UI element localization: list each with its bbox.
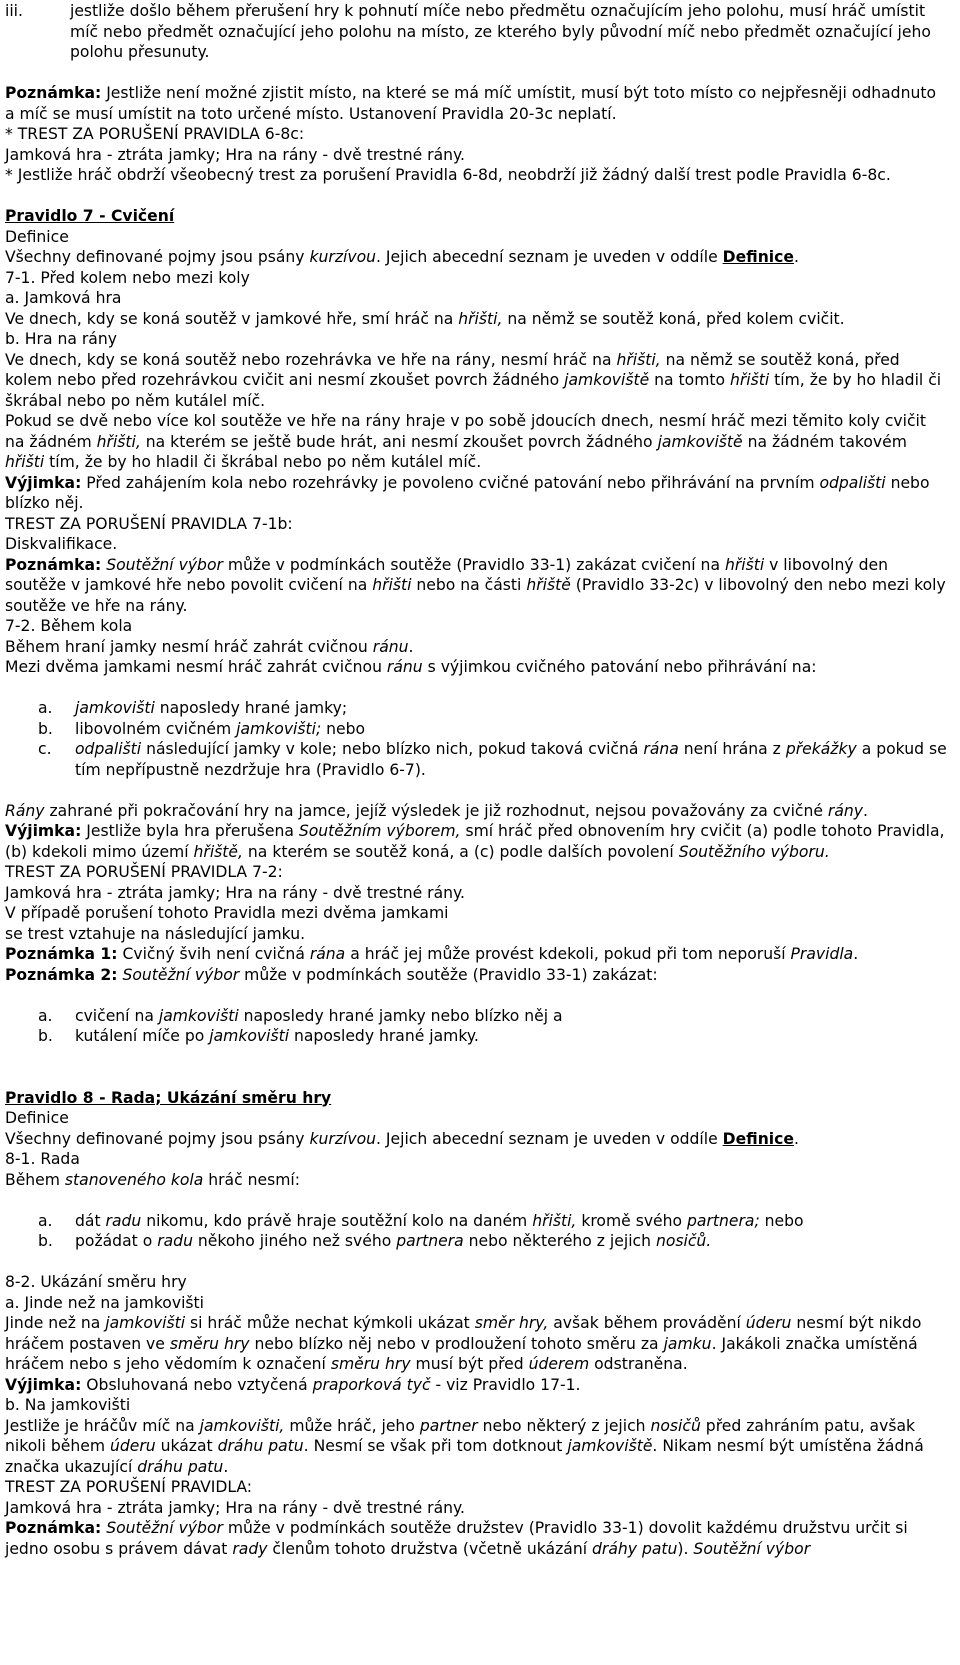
definitions-paragraph: Všechny definované pojmy jsou psány kurzívou. Jejich abecední seznam je uveden v oddíle Definice. <box>5 248 799 266</box>
section-7-2-title: 7-2. Během kola <box>5 617 133 635</box>
subsection-b-title: b. Na jamkovišti <box>5 1396 131 1414</box>
penalty-title: * TREST ZA PORUŠENÍ PRAVIDLA 6-8c: <box>5 125 305 143</box>
note-paragraph: Poznámka: Jestliže není možné zjistit místo, na které se má míč umístit, musí být toto místo co nejpřesněji odhadnuto a míč se musí umístit na toto určené místo. Ustanovení Pravidla 20-3c neplatí. <box>5 84 936 123</box>
list-item-iii <box>5 1 950 63</box>
exception-paragraph: Výjimka: Jestliže byla hra přerušena Soutěžním výborem, smí hráč před obnovením hry cvičit (a) podle tohoto Pravidla, (b) kdekoli mimo území hřiště, na kterém se soutěž koná, a (c) podle dalších povolení Soutěžního výboru. <box>5 822 945 861</box>
note-paragraph: Poznámka: Soutěžní výbor může v podmínkách soutěže družstev (Pravidlo 33-1) dovolit každému družstvu určit si jedno osobu s právem dávat rady členům tohoto družstva (včetně ukázání dráhy patu). Soutěžní výbor <box>5 1519 908 1558</box>
penalty-7-1b-title: TREST ZA PORUŠENÍ PRAVIDLA 7-1b: <box>5 514 293 533</box>
subsection-b-text: Ve dnech, kdy se koná soutěž nebo rozehrávka ve hře na rány, nesmí hráč na hřišti, na němž se soutěž koná, před kolem nebo před rozehrávkou cvičit ani nesmí zkoušet povrch žádného jamkoviště na tomto hřišti tím, že by ho hladil či škrábal nebo po něm kutálel míč. <box>5 350 942 410</box>
list-item: b. libovolném cvičném jamkovišti; nebo <box>38 719 366 738</box>
subsection-a-title: a. Jamková hra <box>5 289 122 307</box>
subsection-b-text: Jestliže je hráčův míč na jamkovišti, může hráč, jeho partner nebo některý z jejich nosičů před zahráním patu, avšak nikoli během úderu ukázat dráhu patu. Nesmí se však při tom dotknout jamkoviště. Nikam nesmí být umístěna žádná značka ukazující dráhu patu. <box>5 1416 924 1476</box>
note-2-paragraph: Poznámka 2: Soutěžní výbor může v podmínkách soutěže (Pravidlo 33-1) zakázat: <box>5 965 658 984</box>
definitions-label: Definice <box>5 1109 69 1127</box>
list-item: c. odpališti následující jamky v kole; nebo blízko nich, pokud taková cvičná rána není hrána z překážky a pokud se tím nepřípustně nezdržuje hra (Pravidlo 6-7). <box>38 740 947 779</box>
exception-paragraph: Výjimka: Před zahájením kola nebo rozehrávky je povoleno cvičné patování nebo přihrávání na prvním odpališti nebo blízko něj. <box>5 473 930 512</box>
section-8-1-title: 8-1. Rada <box>5 1150 80 1168</box>
penalty-text: Jamková hra - ztráta jamky; Hra na rány - dvě trestné rány. <box>5 1498 465 1517</box>
definitions-label: Definice <box>5 227 69 246</box>
note-paragraph: Poznámka: Soutěžní výbor může v podmínkách soutěže (Pravidlo 33-1) zakázat cvičení na hřišti v libovolný den soutěže v jamkové hře nebo povolit cvičení na hřišti nebo na části hřiště (Pravidlo 33-2c) v libovolný den nebo mezi koly soutěže ve hře na rány. <box>5 555 946 615</box>
section-8-2-title: 8-2. Ukázání směru hry <box>5 1273 187 1291</box>
list-item: a. dát radu nikomu, kdo právě hraje soutěžní kolo na daném hřišti, kromě svého partnera; nebo <box>38 1211 804 1230</box>
subsection-a-text: Ve dnech, kdy se koná soutěž v jamkové hře, smí hráč na hřišti, na němž se soutěž koná, před kolem cvičit. <box>5 309 845 328</box>
note-1-paragraph: Poznámka 1: Cvičný švih není cvičná rána a hráč jej může provést kdekoli, pokud při tom neporuší Pravidla. <box>5 945 859 963</box>
definitions-paragraph: Všechny definované pojmy jsou psány kurzívou. Jejich abecední seznam je uveden v oddíle Definice. <box>5 1129 799 1148</box>
item-label: iii. <box>5 2 23 20</box>
penalty-7-2-line: V případě porušení tohoto Pravidla mezi dvěma jamkami <box>5 904 449 922</box>
rule-8-heading: Pravidlo 8 - Rada; Ukázání směru hry <box>5 1088 332 1107</box>
subsection-a-text: Jinde než na jamkovišti si hráč může nechat kýmkoli ukázat směr hry, avšak během provádění úderu nesmí být nikdo hráčem postaven ve směru hry nebo blízko něj nebo v prodloužení tohoto směru za jamku. Jakákoli značka umístěná hráčem nebo s jeho vědomím k označení směru hry musí být před úderem odstraněna. <box>5 1314 922 1373</box>
list-item: a. jamkovišti naposledy hrané jamky; <box>38 699 348 717</box>
subsection-a-title: a. Jinde než na jamkovišti <box>5 1293 204 1312</box>
penalty-7-1b-text: Diskvalifikace. <box>5 535 118 553</box>
strokes-paragraph: Rány zahrané při pokračování hry na jamce, jejíž výsledek je již rozhodnut, nejsou považovány za cvičné rány. <box>5 801 868 820</box>
definitions-link[interactable]: Definice <box>722 248 794 266</box>
item-text: jestliže došlo během přerušení hry k pohnutí míče nebo předmětu označujícím jeho polohu, musí hráč umístit míč nebo předmět označující jeho polohu na místo, ze kterého byly původní míč nebo předmět označující jeho polohu přesunuty. <box>70 2 931 61</box>
penalty-title: TREST ZA PORUŠENÍ PRAVIDLA: <box>5 1478 253 1496</box>
section-7-2-text: Během hraní jamky nesmí hráč zahrát cvičnou ránu. <box>5 637 414 656</box>
list-item: b. požádat o radu někoho jiného než svého partnera nebo některého z jejich nosičů. <box>38 1232 712 1250</box>
list-item: a. cvičení na jamkovišti naposledy hrané jamky nebo blízko něj a <box>38 1006 563 1025</box>
penalty-7-2-text: Jamková hra - ztráta jamky; Hra na rány - dvě trestné rány. <box>5 883 465 902</box>
penalty-7-2-line: se trest vztahuje na následující jamku. <box>5 924 306 943</box>
list-item: b. kutálení míče po jamkovišti naposledy hrané jamky. <box>38 1027 479 1045</box>
penalty-7-2-title: TREST ZA PORUŠENÍ PRAVIDLA 7-2: <box>5 863 283 881</box>
subsection-b-title: b. Hra na rány <box>5 330 117 348</box>
section-7-1-title: 7-1. Před kolem nebo mezi koly <box>5 268 250 287</box>
section-7-2-between: Mezi dvěma jamkami nesmí hráč zahrát cvičnou ránu s výjimkou cvičného patování nebo přihrávání na: <box>5 658 817 676</box>
section-8-1-text: Během stanoveného kola hráč nesmí: <box>5 1170 300 1189</box>
penalty-footnote: * Jestliže hráč obdrží všeobecný trest za porušení Pravidla 6-8d, neobdrží již žádný další trest podle Pravidla 6-8c. <box>5 166 891 184</box>
definitions-link[interactable]: Definice <box>722 1129 794 1148</box>
rule-7-heading: Pravidlo 7 - Cvičení <box>5 207 175 225</box>
consecutive-days-paragraph: Pokud se dvě nebo více kol soutěže ve hře na rány hraje v po sobě jdoucích dnech, nesmí hráč mezi těmito koly cvičit na žádném hřišti, na kterém se ještě bude hrát, ani nesmí zkoušet povrch žádného jamkoviště na žádném takovém hřišti tím, že by ho hladil či škrábal nebo po něm kutálel míč. <box>5 412 926 471</box>
penalty-text: Jamková hra - ztráta jamky; Hra na rány - dvě trestné rány. <box>5 145 465 164</box>
exception-paragraph: Výjimka: Obsluhovaná nebo vztyčená praporková tyč - viz Pravidlo 17-1. <box>5 1375 581 1394</box>
